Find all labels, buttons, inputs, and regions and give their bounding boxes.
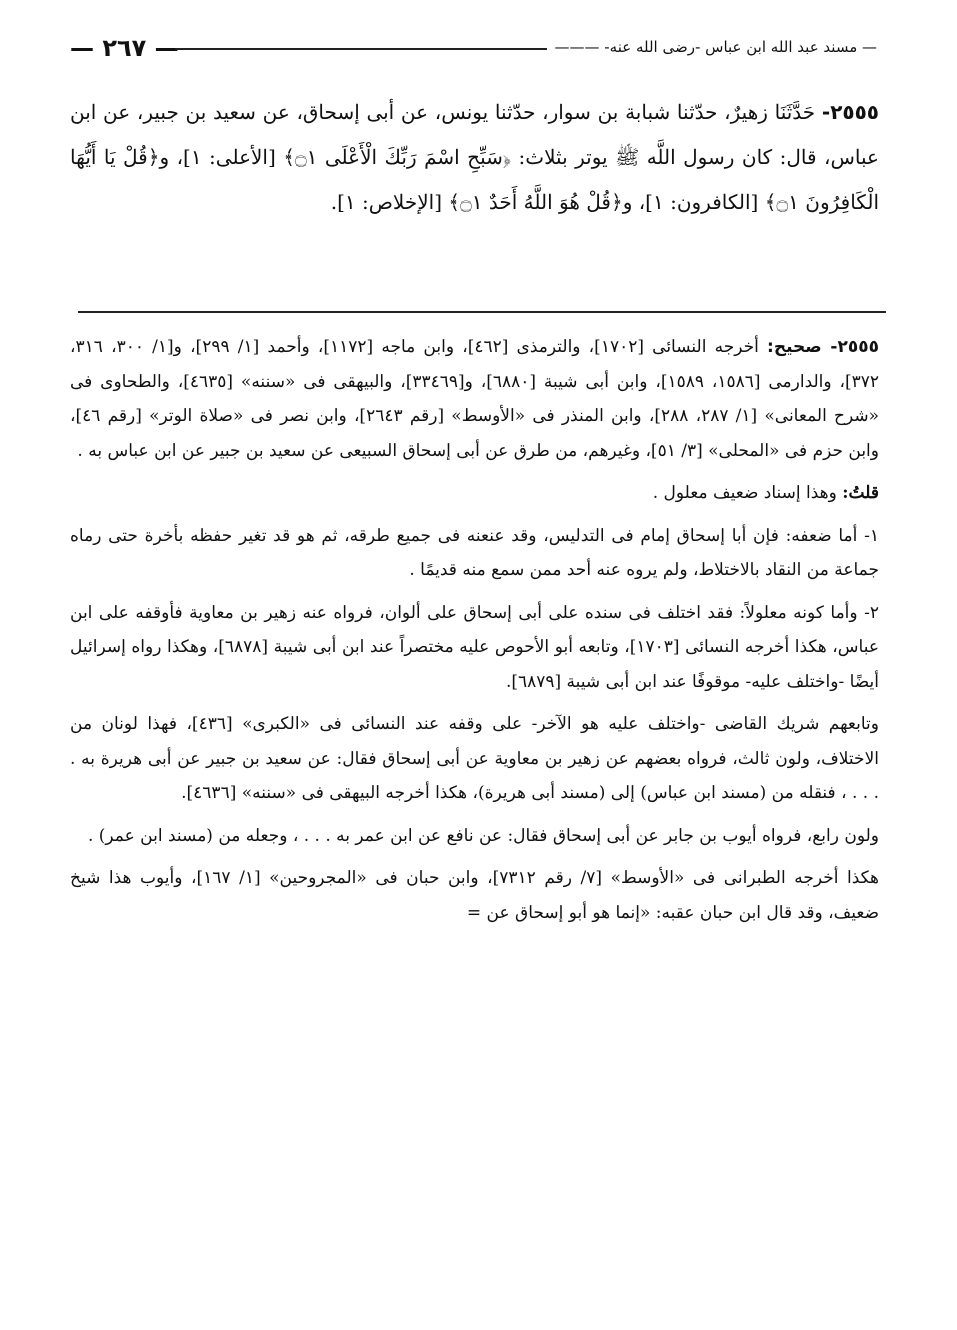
qult-text: وهذا إسناد ضعيف معلول . — [652, 483, 837, 503]
commentary-block — [70, 330, 879, 938]
running-title: — مسند عبد الله ابن عباس -رضى الله عنه- ——— — [554, 38, 877, 56]
hadith-text: حَدَّثَنَا زهيرٌ، حدّثنا شبابة بن سوار، حدّثنا يونس، عن أبى إسحاق، عن سعيد بن جبير، عن ابن عباس، قال: كان رسول اللَّه ﷺ يوتر بثلاث: ﴿سَبِّحِ اسْمَ رَبِّكَ الْأَعْلَى ۝١﴾ [الأعلى: ١]، و﴿قُلْ يَا أَيُّهَا الْكَافِرُونَ ۝١﴾ [الكافرون: ١]، و﴿قُلْ هُوَ اللَّهُ أَحَدٌ ۝١﴾ [الإخلاص: ١]. — [70, 100, 879, 214]
header-rule — [175, 48, 547, 50]
qult-paragraph — [70, 476, 879, 511]
page-header — [70, 34, 877, 66]
hadith-text-block — [70, 90, 879, 225]
hadith-number: ٢٥٥٥- — [821, 100, 880, 124]
qult-label: قلتُ: — [842, 483, 879, 503]
point-one-paragraph: ١- أما ضعفه: فإن أبا إسحاق إمام فى التدليس، وقد عنعنه فى جميع طرقه، ثم هو قد تغير حفظه بأخرة حتى رماه جماعة من النقاد بالاختلاط، ولم يروه عنه أحد ممن سمع منه قديمًا . — [70, 525, 879, 580]
closing-paragraph: هكذا أخرجه الطبرانى فى «الأوسط» [٧/ رقم ٧٣١٢]، وابن حبان فى «المجروحين» [١/ ١٦٧]، وأيوب هذا شيخ ضعيف، وقد قال ابن حبان عقبه: «إنما هو أبو إسحاق عن = — [70, 868, 879, 923]
page-number: — ٢٦٧ — — [70, 34, 179, 62]
takhrij-text: أخرجه النسائى [١٧٠٢]، والترمذى [٤٦٢]، وابن ماجه [١١٧٢]، وأحمد [١/ ٢٩٩]، و[١/ ٣٠٠، ٣١٦، ٣٧٢]، والدارمى [١٥٨٦، ١٥٨٩]، وابن أبى شيبة [٦٨٨٠]، و[٣٣٤٦٩]، والبيهقى فى «سننه» [٤٦٣٥]، والطحاوى فى «شرح المعانى» [١/ ٢٨٧، ٢٨٨]، وابن المنذر فى «الأوسط» [رقم ٢٦٤٣]، وابن نصر فى «صلاة الوتر» [رقم ٤٦]، وابن حزم فى «المحلى» [٣/ ٥١]، وغيرهم، من طرق عن أبى إسحاق السبيعى عن سعيد بن جبير عن ابن عباس به . — [70, 337, 880, 461]
point-two-paragraph: ٢- وأما كونه معلولاً: فقد اختلف فى سنده على أبى إسحاق على ألوان، فرواه عنه زهير بن معاوية فأوقفه على ابن عباس، هكذا أخرجه النسائى [١٧٠٣]، وتابعه أبو الأحوص عليه مختصراً عند ابن أبى شيبة [٦٨٧٨]، وهكذا رواه إسرائيل أيضًا -واختلف عليه- موقوفًا عند ابن أبى شيبة [٦٨٧٩]. — [70, 602, 879, 692]
fourth-variant-paragraph: ولون رابع، فرواه أيوب بن جابر عن أبى إسحاق فقال: عن نافع عن ابن عمر به . . . ، وجعله من (مسند ابن عمر) . — [87, 825, 879, 846]
third-variant-paragraph: وتابعهم شريك القاضى -واختلف عليه هو الآخر- على وقفه عند النسائى فى «الكبرى» [٤٣٦]، فهذا لونان من الاختلاف، ولون ثالث، فرواه بعضهم عن زهير بن معاوية عن أبى إسحاق فقال: عن سعيد بن جبير عن أبى هريرة به . . . . ، فنقله من (مسند ابن عباس) إلى (مسند أبى هريرة)، هكذا أخرجه البيهقى فى «سننه» [٤٦٣٦]. — [70, 714, 879, 803]
takhrij-paragraph — [70, 330, 879, 468]
grading-label: ٢٥٥٥- صحيح: — [767, 337, 879, 357]
footnote-divider — [78, 311, 886, 313]
